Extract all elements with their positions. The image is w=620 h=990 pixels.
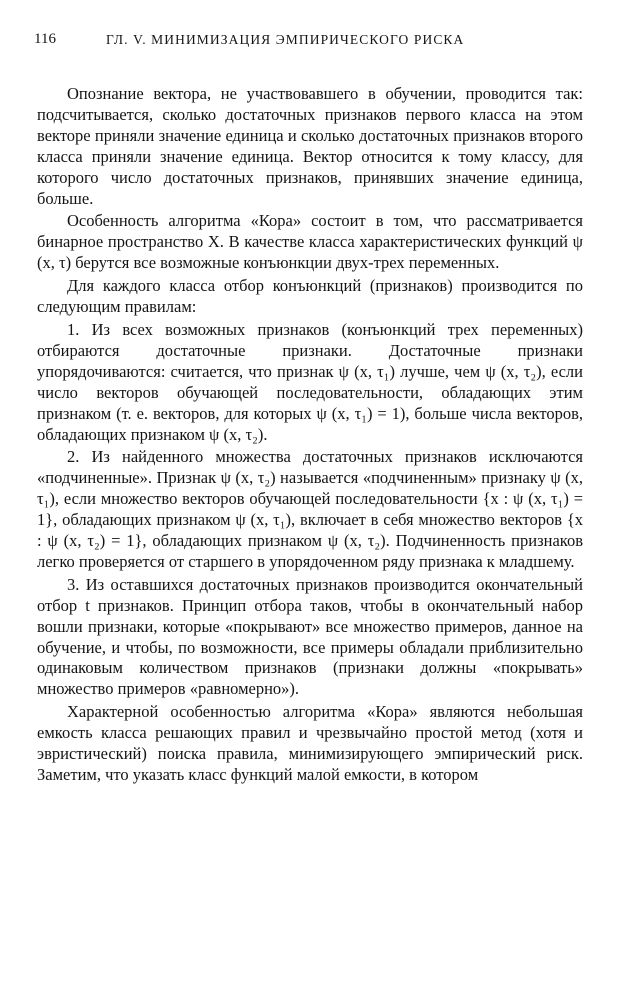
paragraph-selection-intro: Для каждого класса отбор конъюнкций (признаков) производится по следующим правилам: [37, 276, 583, 317]
paragraph-rule-2: 2. Из найденного множества достаточных признаков исключаются «подчиненные». Признак ψ (x, τ₂) называется «подчиненным» признаку ψ (x, τ₁), если множество векторов обучающей последовательности {x : ψ (x, τ₁) = 1}, обладающих признаком ψ (x, τ₁), включает в себя множество векторов {x : ψ (x, τ₂) = 1}, обладающих признаком ψ (x, τ₂). Подчиненность признаков легко проверяется от старшего в упорядоченном ряду признака к младшему. [37, 447, 583, 571]
page-body [37, 84, 583, 786]
paragraph-rule-1: 1. Из всех возможных признаков (конъюнкций трех переменных) отбираются достаточные признаки. Достаточные признаки упорядочиваются: считается, что признак ψ (x, τ₁) лучше, чем ψ (x, τ₂), если число векторов обучающей последовательности, обладающих этим признаком (т. е. векторов, для которых ψ (x, τ₁) = 1), больше числа векторов, обладающих признаком ψ (x, τ₂). [37, 319, 583, 444]
paragraph-recognition: Опознание вектора, не участвовавшего в обучении, проводится так: подсчитывается, сколько достаточных признаков первого класса на этом векторе приняли значение единица и сколько достаточных признаков второго класса приняли значение единица. Вектор относится к тому классу, для которого число достаточных признаков, принявших значение единица, больше. [37, 84, 583, 208]
paragraph-kora-feature: Особенность алгоритма «Кора» состоит в том, что рассматривается бинарное пространство X. В качестве класса характеристических функций ψ (x, τ) берутся все возможные конъюнкции двух-трех переменных. [37, 211, 583, 273]
running-title: ГЛ. V. МИНИМИЗАЦИЯ ЭМПИРИЧЕСКОГО РИСКА [106, 32, 465, 47]
page-number: 116 [34, 31, 56, 47]
paragraph-rule-3: 3. Из оставшихся достаточных признаков производится окончательный отбор t признаков. Принцип отбора таков, чтобы в окончательный набор вошли признаки, которые «покрывают» все множество примеров, данное на обучение, и чтобы, по возможности, все примеры обладали приблизительно одинаковым количеством признаков (признаки должны «покрывать» множество примеров «равномерно»). [37, 574, 583, 699]
page-header [34, 31, 582, 53]
paragraph-conclusion: Характерной особенностью алгоритма «Кора» являются небольшая емкость класса решающих правил и чрезвычайно простой метод (хотя и эвристический) поиска правила, минимизирующего эмпирический риск. Заметим, что указать класс функций малой емкости, в котором [37, 702, 583, 784]
